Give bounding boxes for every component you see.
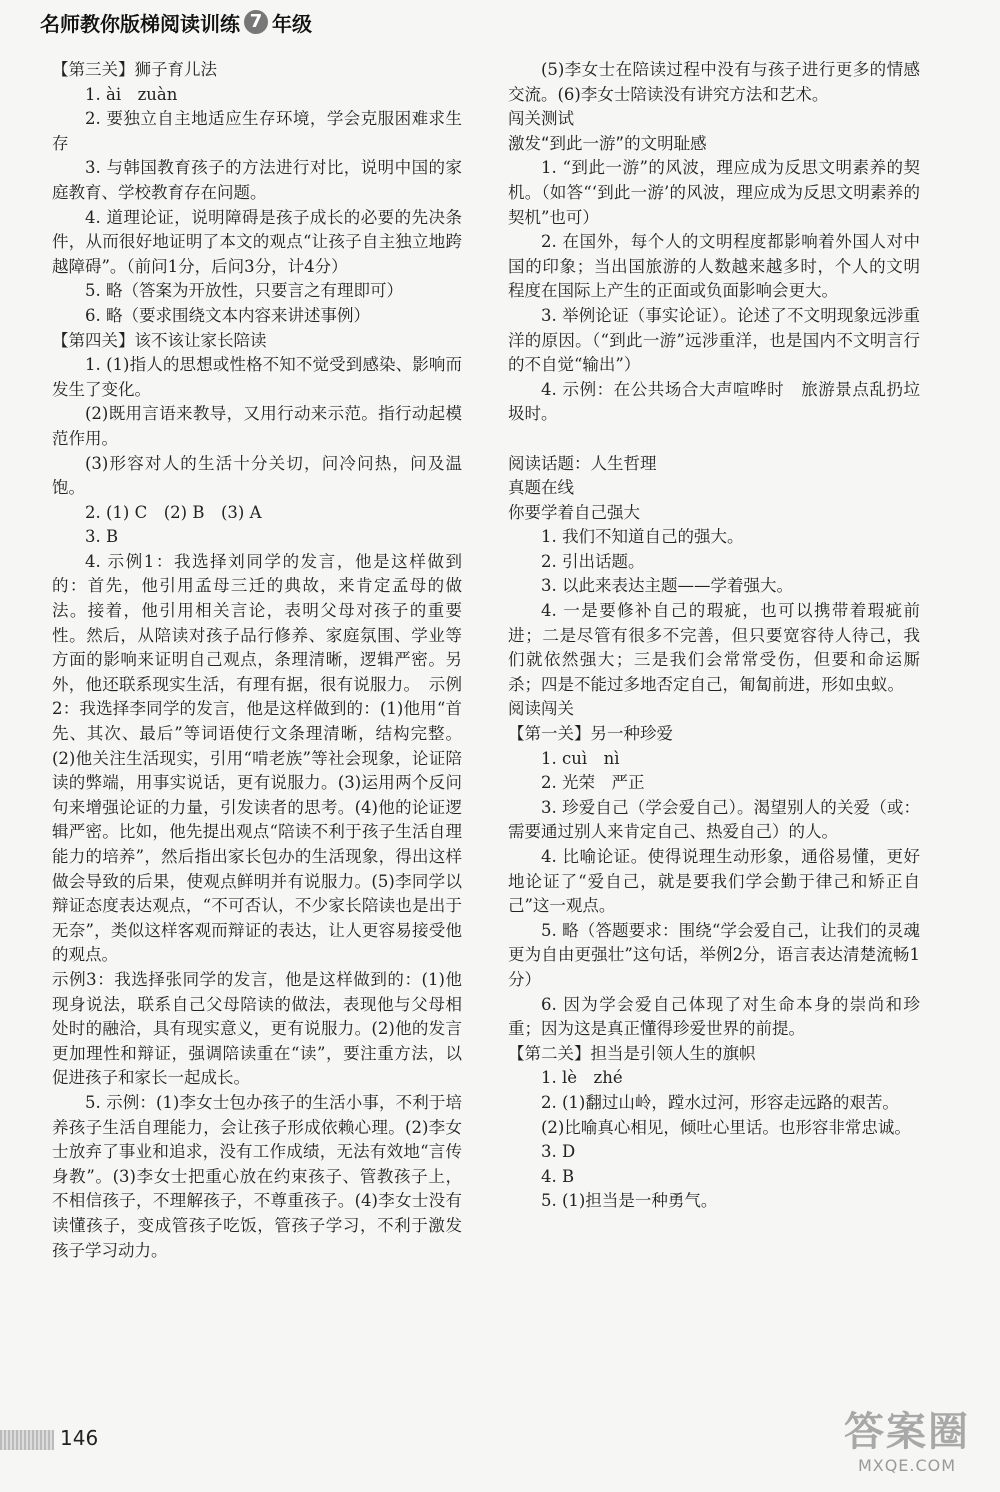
answer-paragraph: 1. (1)指人的思想或性格不知不觉受到感染、影响而发生了变化。	[52, 355, 462, 399]
section-heading: 阅读闯关	[508, 699, 574, 719]
answer-paragraph: 1. ài zuàn	[85, 84, 178, 104]
answer-paragraph: 3. 与韩国教育孩子的方法进行对比，说明中国的家庭教育、学校教育存在问题。	[52, 158, 462, 202]
answer-paragraph: 4. 示例：在公共场合大声喧哗时 旅游景点乱扔垃圾时。	[508, 379, 920, 424]
site-watermark	[832, 1408, 982, 1488]
section-heading: 【第二关】担当是引领人生的旗帜	[508, 1043, 756, 1063]
right-column	[508, 58, 920, 1214]
answer-paragraph: 1. 我们不知道自己的强大。	[541, 527, 744, 547]
answer-paragraph: 3. 珍爱自己（学会爱自己）。渴望别人的关爱（或：需要通过别人来肯定自己、热爱自己）的人。	[508, 797, 920, 842]
answer-paragraph: (3)形容对人的生活十分关切，问冷问热，问及温饱。	[52, 453, 462, 498]
answer-paragraph: 3. 以此来表达主题——学着强大。	[541, 576, 793, 596]
section-heading: 闯关测试	[508, 109, 574, 129]
answer-paragraph: (2)既用言语来教导，又用行动来示范。指行动起模范作用。	[52, 404, 462, 448]
answer-paragraph: 5. 略（答题要求：围绕“学会爱自己，让我们的灵魂更为自由更强壮”这句话，举例2分，语言表达清楚流畅1分）	[508, 920, 920, 989]
page-header	[0, 0, 1000, 44]
page-number: 146	[60, 1426, 99, 1450]
answer-paragraph: 4. 一是要修补自己的瑕疵，也可以携带着瑕疵前进；二是尽管有很多不完善，但只要宽容待人待己，我们就依然强大；三是我们会常常受伤，但要和命运厮杀；四是不能过多地否定自己，匍匐前进，形如虫蚁。	[508, 601, 920, 694]
section-heading: 你要学着自己强大	[508, 502, 640, 522]
answer-paragraph: 3. 举例论证（事实论证）。论述了不文明现象远涉重洋的原因。（“到此一游”远涉重洋，也是国内不文明言行的不自觉“输出”）	[508, 305, 920, 375]
grade-label: 年级	[272, 11, 312, 36]
answer-paragraph: 3. B	[85, 527, 119, 547]
book-title: 名师教你版梯阅读训练	[40, 11, 240, 36]
answer-paragraph: 5. (1)担当是一种勇气。	[541, 1191, 718, 1211]
answer-paragraph: 5. 示例：(1)李女士包办孩子的生活小事，不利于培养孩子生活自理能力，会让孩子形成依赖心理。(2)李女士放弃了事业和追求，没有工作成绩，无法有效地“言传身教”。(3)李女士把重心放在约束孩子、管教孩子上，不相信孩子，不理解孩子，不尊重孩子。(4)李女士没有读懂孩子，变成管孩子吃饭，管孩子学习，不利于激发孩子学习动力。	[52, 1092, 462, 1260]
answer-paragraph: 2. (1)翻过山岭，蹚水过河，形容走远路的艰苦。	[541, 1092, 899, 1112]
answer-paragraph: 2. 光荣 严正	[541, 773, 645, 793]
answer-paragraph: 6. 略（要求围绕文本内容来讲述事例）	[85, 305, 370, 325]
section-heading: 真题在线	[508, 478, 574, 498]
answer-paragraph: 4. B	[541, 1166, 575, 1186]
answer-paragraph: 1. lè zhé	[541, 1068, 623, 1088]
answer-paragraph: 示例3：我选择张同学的发言，他是这样做到的：(1)他现身说法，联系自己父母陪读的做法，表现他与父母相处时的融洽，具有现实意义，更有说服力。(2)他的发言更加理性和辩证，强调陪读重在“读”，要注重方法，以促进孩子和家长一起成长。	[52, 969, 462, 1088]
answer-paragraph: 2. 引出话题。	[541, 551, 645, 571]
answer-paragraph: 4. 比喻论证。使得说理生动形象，通俗易懂，更好地论证了“爱自己，就是要我们学会勤于律己和矫正自己”这一观点。	[508, 847, 920, 916]
section-heading: 【第一关】另一种珍爱	[508, 724, 673, 744]
answer-paragraph: (5)李女士在陪读过程中没有与孩子进行更多的情感交流。(6)李女士陪读没有讲究方法和艺术。	[508, 60, 920, 104]
answer-paragraph: 2. 要独立自主地适应生存环境，学会克服困难求生存	[52, 109, 462, 153]
grade-number-badge: 7	[244, 10, 268, 34]
answer-paragraph: 4. 道理论证，说明障碍是孩子成长的必要的先决条件，从而很好地证明了本文的观点“让孩子自主独立地跨越障碍”。（前问1分，后问3分，计4分）	[52, 207, 462, 276]
section-heading: 阅读话题：人生哲理	[508, 453, 657, 473]
section-heading: 【第四关】该不该让家长陪读	[52, 330, 267, 350]
watermark-logo-text: 答案圈	[844, 1409, 970, 1455]
book-title-bar	[40, 6, 340, 38]
answer-paragraph: 2. (1) C (2) B (3) A	[85, 502, 262, 522]
answer-paragraph: 4. 示例1：我选择刘同学的发言，他是这样做到的：首先，他引用孟母三迁的典故，来肯定孟母的做法。接着，他引用相关言论，表明父母对孩子的重要性。然后，从陪读对孩子品行修养、家庭氛围、学业等方面的影响来证明自己观点，条理清晰，逻辑严密。另外，他还联系现实生活，有理有据，很有说服力。 示例2：我选择李同学的发言，他是这样做到的：(1)他用“首先、其次、最后”等词语使行文条理清晰，结构完整。(2)他关注生活现实，引用“啃老族”等社会现象，论证陪读的弊端，用事实说话，更有说服力。(3)运用两个反问句来增强论证的力量，引发读者的思考。(4)他的论证逻辑严密。比如，他先提出观点“陪读不利于孩子生活自理能力的培养”，然后指出家长包办的生活现象，得出这样做会导致的后果，使观点鲜明并有说服力。(5)李同学以辩证态度表达观点，“不可否认，不少家长陪读也是出于无奈”，类似这样客观而辩证的表达，让人更容易接受他的观点。	[52, 551, 462, 965]
answer-paragraph: (2)比喻真心相见，倾吐心里话。也形容非常忠诚。	[541, 1117, 911, 1137]
watermark-url: MXQE.COM	[857, 1456, 957, 1475]
answer-paragraph: 5. 略（答案为开放性，只要言之有理即可）	[85, 281, 403, 301]
answer-paragraph: 6. 因为学会爱自己体现了对生命本身的崇尚和珍重；因为这是真正懂得珍爱世界的前提。	[508, 994, 920, 1039]
section-heading: 【第三关】狮子育儿法	[52, 60, 217, 79]
left-column	[52, 58, 462, 1263]
answer-paragraph: 1. “到此一游”的风波，理应成为反思文明素养的契机。（如答“‘到此一游’的风波，理应成为反思文明素养的契机”也可）	[508, 158, 920, 227]
answer-paragraph: 2. 在国外，每个人的文明程度都影响着外国人对中国的印象；当出国旅游的人数越来越多时，个人的文明程度在国际上产生的正面或负面影响会更大。	[508, 232, 920, 301]
answer-paragraph: 3. D	[541, 1142, 576, 1162]
footer-decoration	[0, 1430, 54, 1450]
section-heading: 激发“到此一游”的文明耻感	[508, 133, 707, 153]
answer-paragraph: 1. cuì nì	[541, 748, 620, 768]
